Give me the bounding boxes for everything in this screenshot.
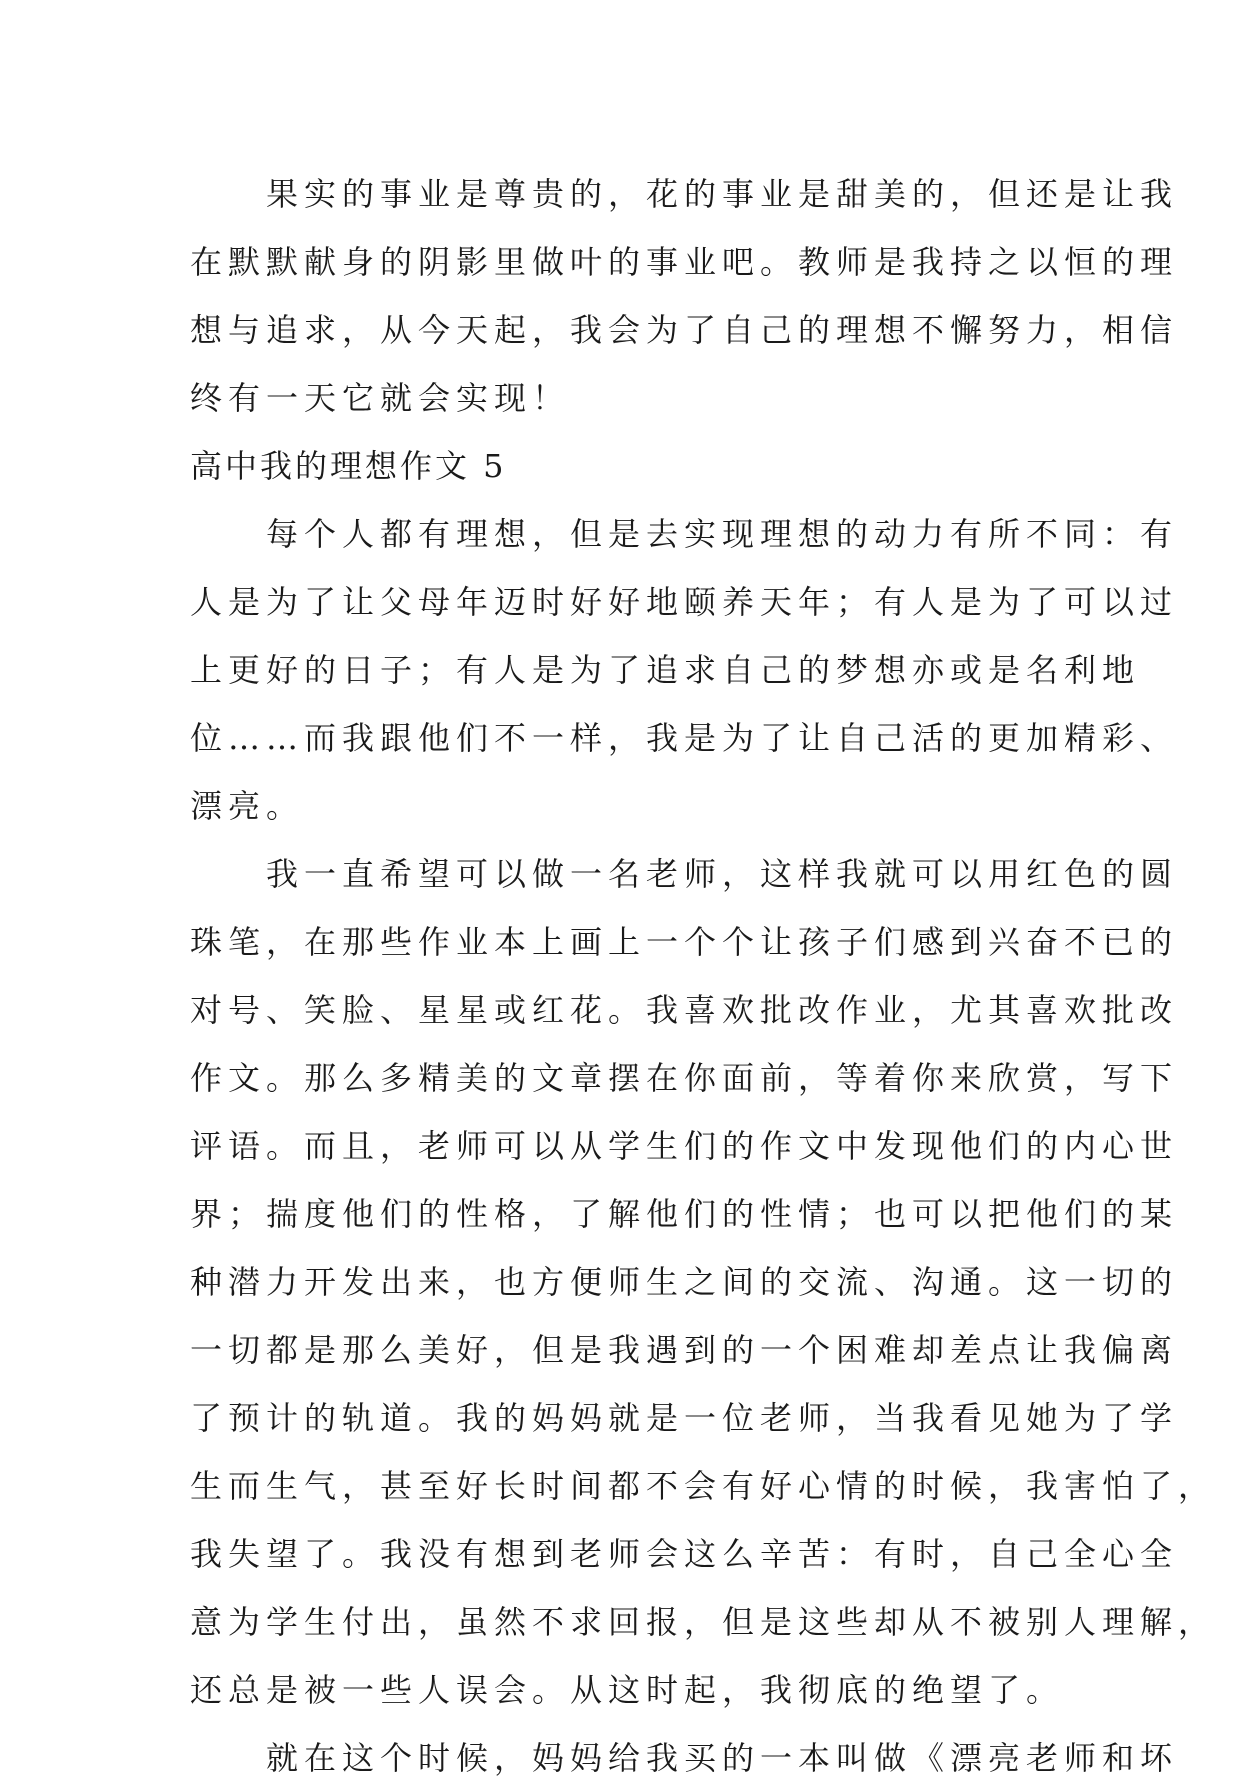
text-line: 果实的事业是尊贵的，花的事业是甜美的，但还是让我 bbox=[190, 175, 1179, 213]
text-line: 意为学生付出，虽然不求回报，但是这些却从不被别人理解， bbox=[190, 1603, 1217, 1641]
text-line: 位……而我跟他们不一样，我是为了让自己活的更加精彩、 bbox=[190, 719, 1179, 757]
paragraph-turning-point bbox=[190, 1724, 1179, 1792]
text-line: 我失望了。我没有想到老师会这么辛苦：有时，自己全心全 bbox=[190, 1535, 1179, 1573]
text-line: 界；揣度他们的性格，了解他们的性情；也可以把他们的某 bbox=[190, 1195, 1179, 1233]
text-line: 作文。那么多精美的文章摆在你面前，等着你来欣赏，写下 bbox=[190, 1059, 1179, 1097]
text-line: 就在这个时候，妈妈给我买的一本叫做《漂亮老师和坏 bbox=[190, 1739, 1179, 1777]
document-body bbox=[190, 160, 1217, 1792]
text-line: 一切都是那么美好，但是我遇到的一个困难却差点让我偏离 bbox=[190, 1331, 1179, 1369]
paragraph-motivation bbox=[190, 500, 1179, 840]
text-line: 想与追求，从今天起，我会为了自己的理想不懈努力，相信 bbox=[190, 311, 1179, 349]
essay-title: 高中我的理想作文 5 bbox=[190, 447, 507, 485]
text-line: 评语。而且，老师可以从学生们的作文中发现他们的内心世 bbox=[190, 1127, 1179, 1165]
text-line: 种潜力开发出来，也方便师生之间的交流、沟通。这一切的 bbox=[190, 1263, 1179, 1301]
text-line: 了预计的轨道。我的妈妈就是一位老师，当我看见她为了学 bbox=[190, 1399, 1179, 1437]
text-line: 漂亮。 bbox=[190, 787, 305, 825]
text-line: 生而生气，甚至好长时间都不会有好心情的时候，我害怕了， bbox=[190, 1467, 1217, 1505]
paragraph-ideal-teacher-ending bbox=[190, 160, 1179, 432]
text-line: 上更好的日子；有人是为了追求自己的梦想亦或是名利地 bbox=[190, 651, 1141, 689]
text-line: 我一直希望可以做一名老师，这样我就可以用红色的圆 bbox=[190, 855, 1179, 893]
text-line: 在默默献身的阴影里做叶的事业吧。教师是我持之以恒的理 bbox=[190, 243, 1179, 281]
paragraph-teacher-wish bbox=[190, 840, 1217, 1724]
text-line: 人是为了让父母年迈时好好地颐养天年；有人是为了可以过 bbox=[190, 583, 1179, 621]
text-line: 每个人都有理想，但是去实现理想的动力有所不同：有 bbox=[190, 515, 1179, 553]
text-line: 对号、笑脸、星星或红花。我喜欢批改作业，尤其喜欢批改 bbox=[190, 991, 1179, 1029]
text-line: 终有一天它就会实现！ bbox=[190, 379, 571, 417]
text-line: 还总是被一些人误会。从这时起，我彻底的绝望了。 bbox=[190, 1671, 1065, 1709]
text-line: 珠笔，在那些作业本上画上一个个让孩子们感到兴奋不已的 bbox=[190, 923, 1179, 961]
